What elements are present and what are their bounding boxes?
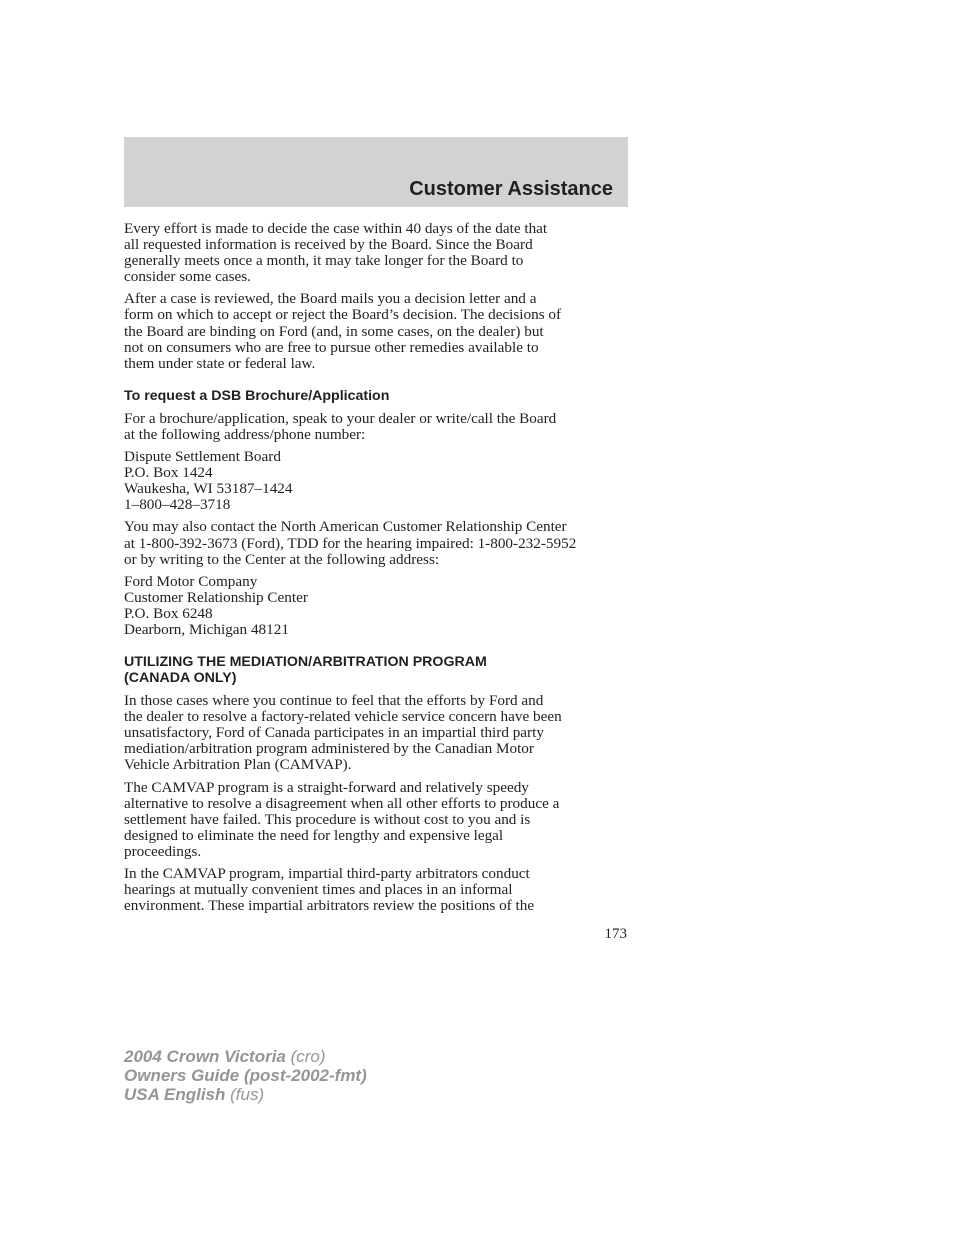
paragraph-camvap-alternative (124, 780, 630, 860)
text-line: In those cases where you continue to feel that the efforts by Ford and (124, 692, 544, 710)
footer-line-language (124, 1085, 367, 1104)
heading-mediation-program (124, 654, 630, 686)
address-line: Dearborn, Michigan 48121 (124, 620, 289, 638)
address-dispute-board (124, 449, 630, 513)
text-line: For a brochure/application, speak to your dealer or write/call the Board (124, 409, 557, 427)
paragraph-camvap-arbitrators (124, 866, 630, 914)
phone-line: 1–800–428–3718 (124, 496, 231, 514)
text-line: In the CAMVAP program, impartial third-party arbitrators conduct (124, 865, 530, 882)
text-line: all requested information is received by the Board. Since the Board (124, 236, 533, 254)
section-title: Customer Assistance (409, 178, 613, 200)
text-line: or by writing to the Center at the following address: (124, 550, 440, 568)
page-number: 173 (604, 926, 627, 942)
header-band (124, 137, 628, 207)
text-line: generally meets once a month, it may take longer for the Board to (124, 252, 524, 270)
address-line: Dispute Settlement Board (124, 448, 281, 466)
address-line: Ford Motor Company (124, 572, 258, 590)
heading-dsb-brochure: To request a DSB Brochure/Application (124, 387, 390, 404)
text-line: the Board are binding on Ford (and, in some cases, on the dealer) but (124, 322, 544, 340)
text-line: mediation/arbitration program administered by the Canadian Motor (124, 740, 534, 758)
text-line: at the following address/phone number: (124, 425, 366, 443)
text-line: settlement have failed. This procedure is without cost to you and is (124, 810, 531, 828)
address-line: P.O. Box 6248 (124, 604, 213, 622)
text-line: After a case is reviewed, the Board mails you a decision letter and a (124, 290, 537, 308)
footer-guide: Owners Guide (post-2002-fmt) (124, 1066, 367, 1085)
text-line: designed to eliminate the need for lengthy and expensive legal (124, 826, 504, 844)
text-line: at 1-800-392-3673 (Ford), TDD for the hearing impaired: 1-800-232-5952 (124, 534, 577, 552)
footer-model-code: (cro) (285, 1047, 326, 1066)
text-line: The CAMVAP program is a straight-forward and relatively speedy (124, 778, 529, 796)
footer-model: 2004 Crown Victoria (124, 1047, 286, 1066)
text-line: Vehicle Arbitration Plan (CAMVAP). (124, 756, 352, 774)
footer-line-model (124, 1047, 367, 1066)
text-line: environment. These impartial arbitrators review the positions of the (124, 897, 535, 915)
text-line: You may also contact the North American Customer Relationship Center (124, 518, 567, 536)
text-line: alternative to resolve a disagreement when all other efforts to produce a (124, 794, 560, 812)
paragraph-camvap-intro (124, 693, 630, 773)
footer-language: USA English (124, 1085, 226, 1104)
footer-language-code: (fus) (225, 1085, 265, 1104)
address-line: Waukesha, WI 53187–1424 (124, 480, 293, 498)
paragraph-decision (124, 291, 630, 371)
document-footer (124, 1047, 367, 1104)
address-line: Customer Relationship Center (124, 588, 308, 606)
heading-line: (CANADA ONLY) (124, 670, 237, 687)
text-line: consider some cases. (124, 268, 251, 286)
text-line: not on consumers who are free to pursue other remedies available to (124, 338, 539, 356)
heading-line: UTILIZING THE MEDIATION/ARBITRATION PROGRAM (124, 654, 487, 671)
text-line: hearings at mutually convenient times and places in an informal (124, 881, 513, 899)
footer-line-guide (124, 1066, 367, 1085)
address-line: P.O. Box 1424 (124, 464, 213, 482)
text-line: proceedings. (124, 842, 202, 860)
page-content (124, 221, 630, 920)
text-line: Every effort is made to decide the case within 40 days of the date that (124, 220, 548, 237)
text-line: the dealer to resolve a factory-related vehicle service concern have been (124, 708, 562, 726)
paragraph-case-timing (124, 221, 630, 285)
text-line: form on which to accept or reject the Board’s decision. The decisions of (124, 306, 562, 324)
paragraph-brochure (124, 411, 630, 443)
address-ford-motor (124, 574, 630, 638)
text-line: unsatisfactory, Ford of Canada participates in an impartial third party (124, 724, 544, 742)
paragraph-relationship-center (124, 519, 630, 567)
text-line: them under state or federal law. (124, 354, 316, 372)
